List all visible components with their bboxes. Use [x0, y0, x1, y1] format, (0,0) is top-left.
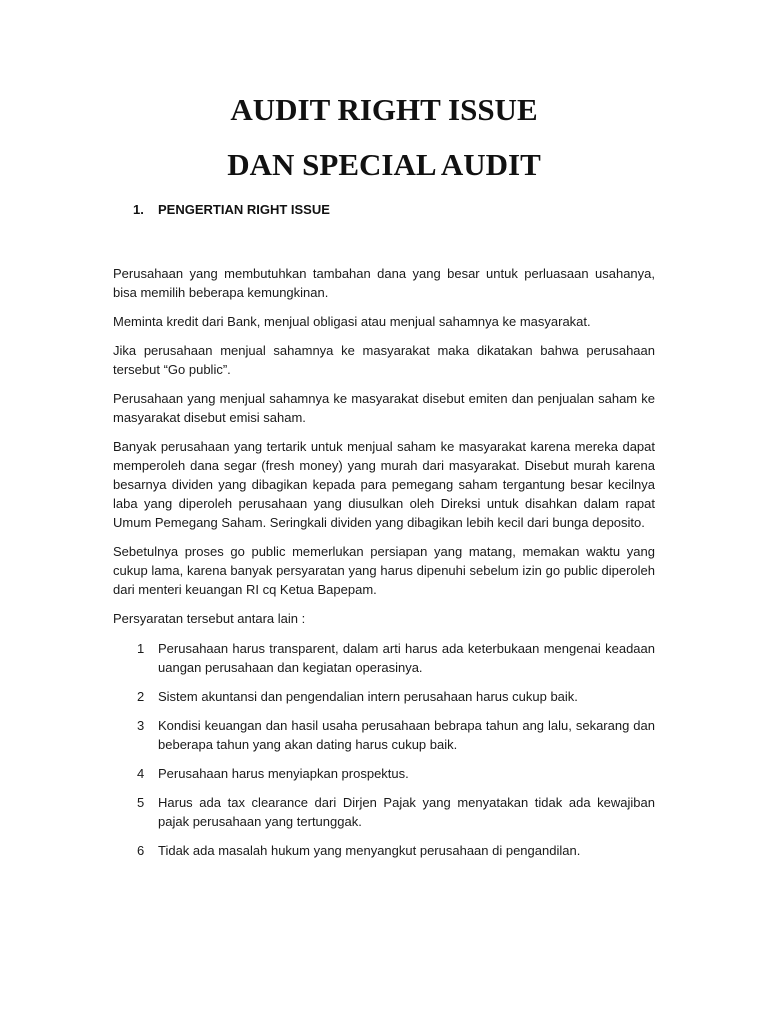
list-item [113, 764, 655, 783]
paragraph: Perusahaan yang membutuhkan tambahan dana yang besar untuk perluasaan usahanya, bisa memilih beberapa kemungkinan. [113, 266, 655, 300]
list-number: 4 [137, 766, 145, 781]
paragraph: Meminta kredit dari Bank, menjual obligasi atau menjual sahamnya ke masyarakat. [113, 314, 591, 329]
section-number: 1. [133, 202, 144, 217]
section-heading-text: PENGERTIAN RIGHT ISSUE [158, 202, 330, 217]
list-item [113, 716, 655, 754]
list-number: 3 [137, 718, 145, 733]
requirements-list [113, 639, 655, 860]
list-item-text: Tidak ada masalah hukum yang menyangkut perusahaan di pengandilan. [158, 843, 581, 858]
paragraph: Sebetulnya proses go public memerlukan persiapan yang matang, memakan waktu yang cukup lama, karena banyak persyaratan yang harus dipenuhi sebelum izin go public diperoleh dari menteri keuangan RI cq Ketua Bapepam. [113, 544, 655, 597]
document-body [113, 264, 655, 870]
title-line-1: AUDIT RIGHT ISSUE [230, 92, 538, 127]
list-item-text: Harus ada tax clearance dari Dirjen Pajak yang menyatakan tidak ada kewajiban pajak perusahaan yang tertunggak. [158, 795, 655, 829]
section-heading [133, 201, 330, 219]
paragraph: Jika perusahaan menjual sahamnya ke masyarakat maka dikatakan bahwa perusahaan tersebut “Go public”. [113, 343, 655, 377]
list-number: 5 [137, 795, 145, 810]
list-item [113, 687, 655, 706]
title-line-2: DAN SPECIAL AUDIT [227, 147, 541, 182]
list-number: 1 [137, 641, 145, 656]
paragraph: Persyaratan tersebut antara lain : [113, 611, 306, 626]
list-number: 2 [137, 689, 145, 704]
list-item [113, 639, 655, 677]
list-item [113, 793, 655, 831]
list-item [113, 841, 655, 860]
list-item-text: Perusahaan harus menyiapkan prospektus. [158, 766, 409, 781]
list-item-text: Sistem akuntansi dan pengendalian intern perusahaan harus cukup baik. [158, 689, 578, 704]
paragraph: Perusahaan yang menjual sahamnya ke masyarakat disebut emiten dan penjualan saham ke masyarakat disebut emisi saham. [113, 391, 655, 425]
paragraph: Banyak perusahaan yang tertarik untuk menjual saham ke masyarakat karena mereka dapat memperoleh dana segar (fresh money) yang murah dari masyarakat. Disebut murah karena besarnya dividen yang dibagikan kepada para pemegang saham tergantung besar kecilnya laba yang diperoleh perusahaan yang diusulkan oleh Direksi untuk disahkan dalam rapat Umum Pemegang Saham. Seringkali dividen yang dibagikan lebih kecil dari bunga deposito. [113, 439, 655, 530]
list-item-text: Kondisi keuangan dan hasil usaha perusahaan bebrapa tahun ang lalu, sekarang dan beberapa tahun yang akan dating harus cukup baik. [158, 718, 655, 752]
list-number: 6 [137, 843, 145, 858]
list-item-text: Perusahaan harus transparent, dalam arti harus ada keterbukaan mengenai keadaan uangan perusahaan dan kegiatan operasinya. [158, 641, 655, 675]
